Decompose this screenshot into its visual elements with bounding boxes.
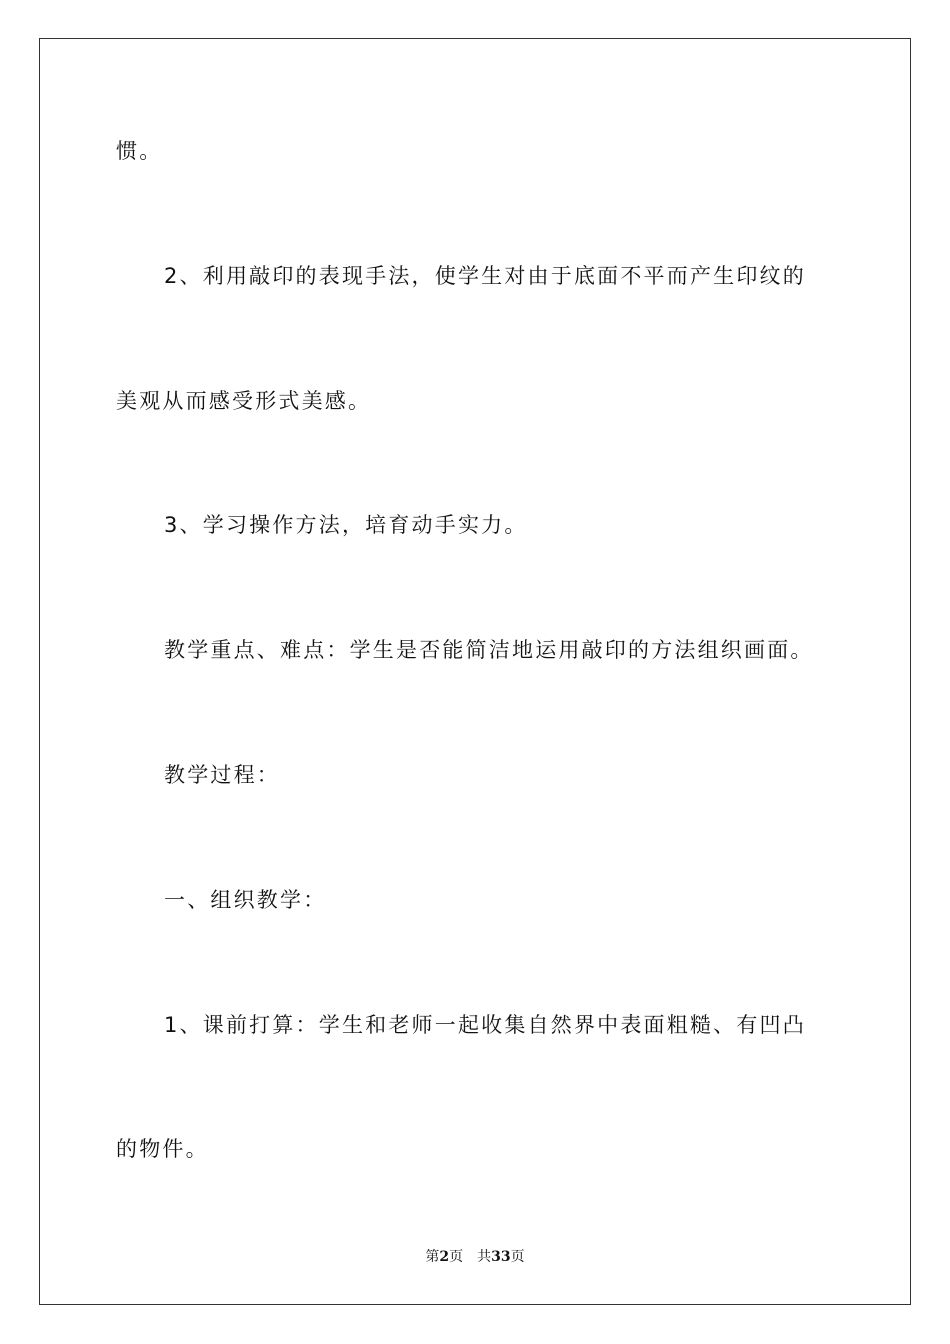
- page-number: 2: [439, 1249, 450, 1265]
- total-prefix: 共: [477, 1249, 492, 1265]
- text-line-1: 惯。: [116, 139, 163, 163]
- page-suffix: 页: [449, 1249, 464, 1265]
- total-suffix: 页: [510, 1249, 525, 1265]
- text-line-5: 教学重点、难点：学生是否能简洁地运用敲印的方法组织画面。: [164, 638, 814, 662]
- page-prefix: 第: [425, 1249, 440, 1265]
- page-frame: [39, 38, 911, 1305]
- text-line-3: 美观从而感受形式美感。: [116, 389, 372, 413]
- text-line-4: 3、学习操作方法，培育动手实力。: [164, 513, 528, 537]
- text-line-9: 的物件。: [116, 1137, 209, 1161]
- total-pages: 33: [491, 1249, 511, 1265]
- text-line-2: 2、利用敲印的表现手法，使学生对由于底面不平而产生印纹的: [164, 264, 806, 288]
- text-line-6: 教学过程：: [164, 763, 280, 787]
- text-line-7: 一、组织教学：: [164, 888, 327, 912]
- page-footer: [0, 1248, 950, 1266]
- text-line-8: 1、课前打算：学生和老师一起收集自然界中表面粗糙、有凹凸: [164, 1013, 806, 1037]
